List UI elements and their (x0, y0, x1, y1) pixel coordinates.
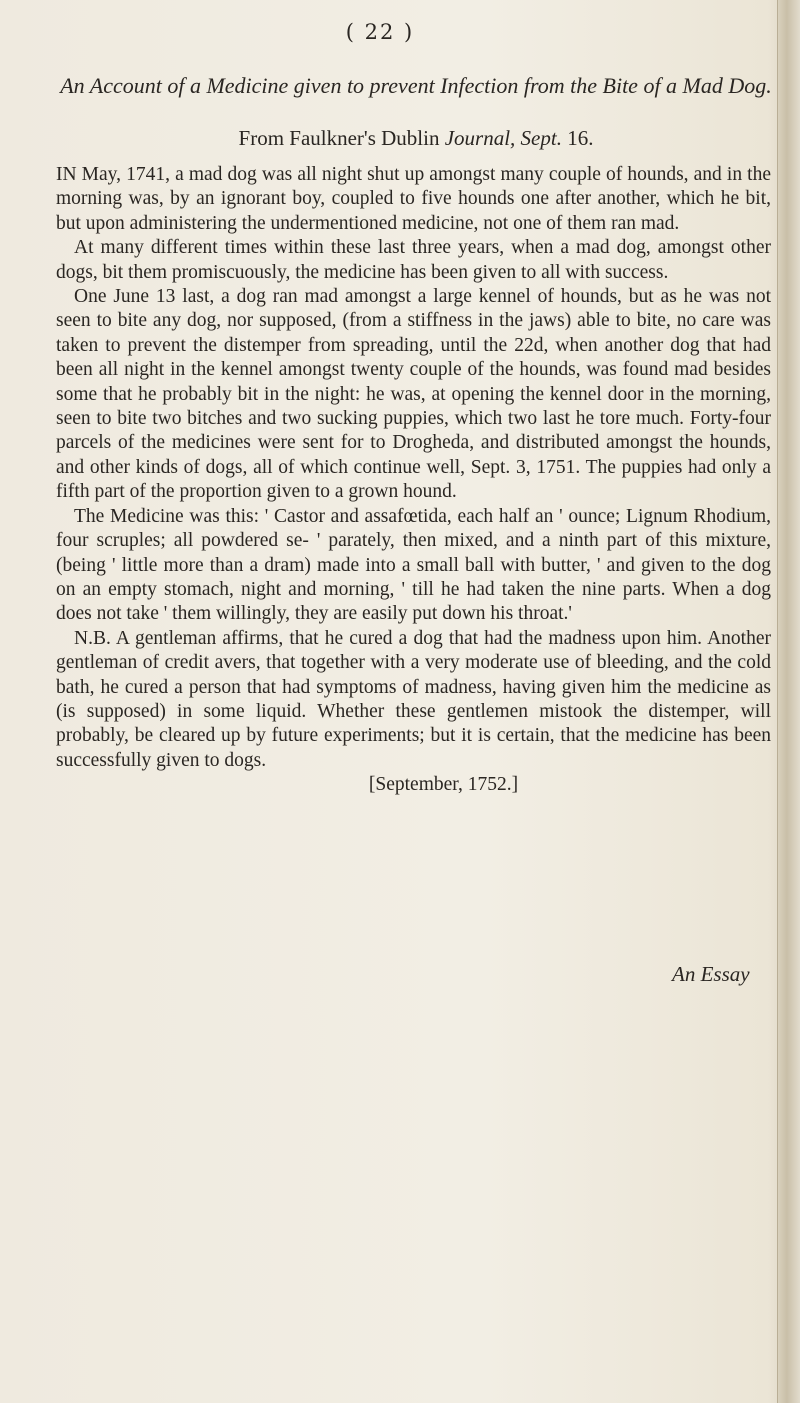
paragraph-5: N.B. A gentleman affirms, that he cured a dog that had the madness upon him. Another gentleman of credit avers, that together with a very moderate use of bleeding, and the cold bath, he cured a person that had symptoms of madness, having given him the medicine as (is supposed) in some liquid. Whether these gentlemen mistook the distemper, will probably, be cleared up by future experiments; but it is certain, that the medicine has been successfully given to dogs. (56, 627, 771, 771)
paragraph-4: The Medicine was this: ' Castor and assafœtida, each half an ' ounce; Lignum Rhodium, four scruples; all powdered se- ' parately, then mixed, and a ninth part of this mixture, (being ' little more than a dram) made into a small ball with butter, ' and given to the dog on an empty stomach, night and morning, ' till he had taken the nine parts. When a dog does not take ' them willingly, they are easily put down his throat.' (56, 505, 771, 625)
dateline: [September, 1752.] (368, 774, 519, 796)
source-journal: Journal, Sept. (444, 126, 562, 150)
paragraph-3: One June 13 last, a dog ran mad amongst a large kennel of hounds, but as he was not seen to bite any dog, nor supposed, (from a stiffness in the jaws) able to bite, no care was taken to prevent the distemper from spreading, until the 22d, when another dog that had been all night in the kennel amongst twenty couple of the hounds, was found mad besides some that he probably bit in the night: he was, at opening the kennel door in the morning, seen to bite two bitches and two sucking puppies, which two last he tore much. Forty-four parcels of the medicines were sent for to Drogheda, and distributed amongst the hounds, and other kinds of dogs, all of which continue well, Sept. 3, 1751. The puppies had only a fifth part of the proportion given to a grown hound. (56, 286, 771, 503)
article-title: An Account of a Medicine given to prevent Infection from the Bite of a Mad Dog. (60, 73, 772, 98)
source-line (56, 126, 776, 151)
article-body (56, 163, 771, 798)
paragraph-2: At many different times within these last three years, when a mad dog, amongst other dogs, bit them promiscuously, the medicine has been given to all with success. (56, 237, 771, 283)
catchword: An Essay (672, 962, 750, 986)
source-name: Faulkner's Dublin (289, 126, 440, 150)
source-day: 16. (567, 126, 594, 150)
page-edge (777, 0, 800, 1403)
page-number: ( 22 ) (345, 20, 415, 44)
source-prefix: From (238, 126, 285, 150)
paragraph-1: IN May, 1741, a mad dog was all night shut up amongst many couple of hounds, and in the morning was, by an ignorant boy, coupled to five hounds one after another, which he bit, but upon administering the undermentioned medicine, not one of them ran mad. (56, 164, 771, 234)
